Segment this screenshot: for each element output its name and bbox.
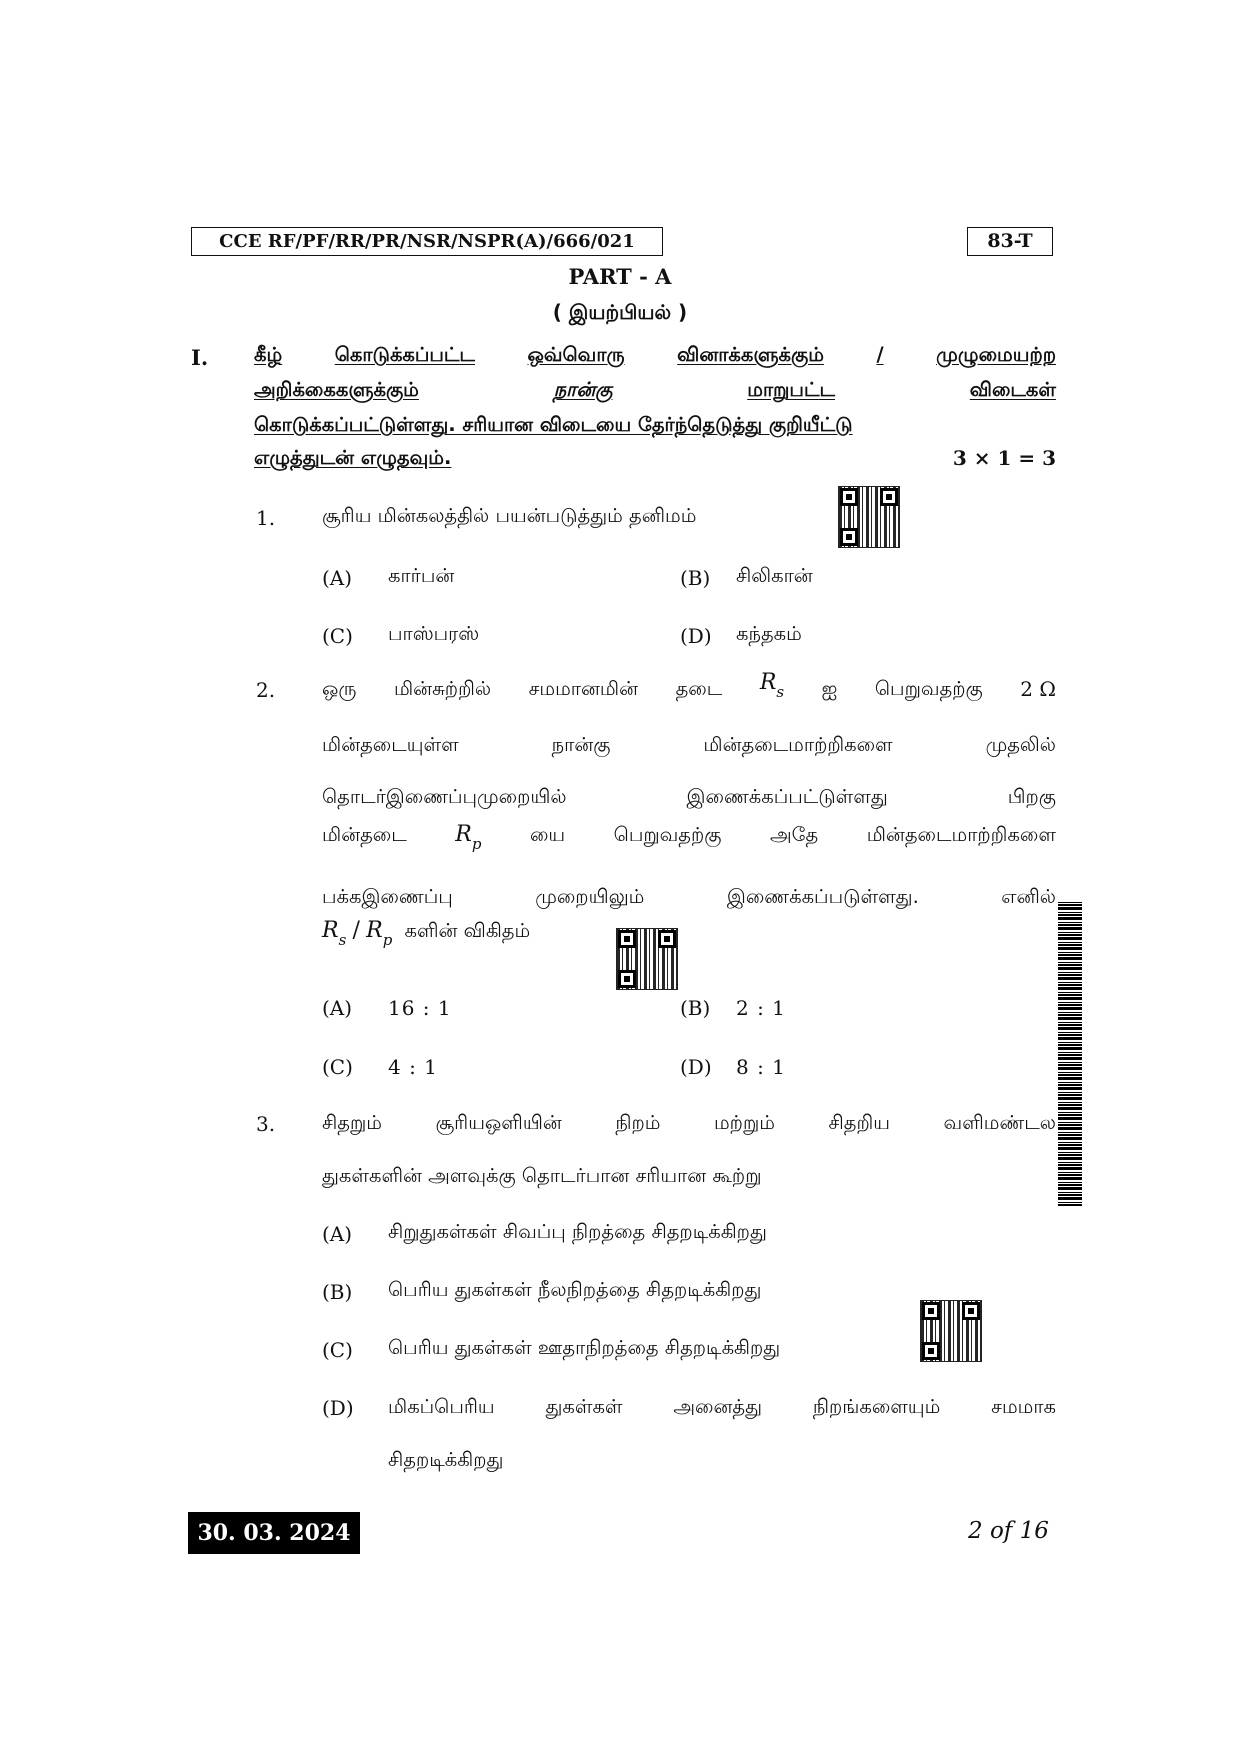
qr-code-icon [838, 486, 900, 548]
marks-scheme: 3 × 1 = 3 [952, 446, 1056, 470]
q1-option-a-letter: (A) [322, 566, 353, 590]
q2-option-b-letter: (B) [680, 996, 711, 1020]
q1-option-b: சிலிகான் [736, 564, 813, 587]
q3-option-c-letter: (C) [322, 1338, 353, 1362]
exam-date: 30. 03. 2024 [188, 1512, 360, 1554]
instruction-line-4: எழுத்துடன் எழுதவும். 3 × 1 = 3 [254, 443, 1056, 473]
qr-code-icon [920, 1300, 982, 1362]
q2-option-c: 4 : 1 [388, 1055, 438, 1079]
q2-line-2: மின்தடையுள்ள நான்கு மின்தடைமாற்றிகளை முதலில் [322, 733, 1056, 756]
paper-code-box: 83-T [967, 227, 1053, 256]
q1-option-a: கார்பன் [388, 564, 455, 587]
q1-option-c-letter: (C) [322, 624, 353, 648]
q3-option-d-line-1: மிகப்பெரிய துகள்கள் அனைத்து நிறங்களையும் சமமாக [388, 1395, 1056, 1418]
q2-option-a: 16 : 1 [388, 996, 452, 1020]
q2-option-d-letter: (D) [680, 1055, 712, 1079]
q2-option-a-letter: (A) [322, 996, 353, 1020]
part-title: PART - A [568, 264, 672, 289]
q1-text: சூரிய மின்கலத்தில் பயன்படுத்தும் தனிமம் [322, 504, 697, 527]
instruction-line-3: கொடுக்கப்பட்டுள்ளது. சரியான விடையை தேர்ந்தெடுத்து குறியீட்டு [254, 413, 853, 436]
q3-option-b: பெரிய துகள்கள் நீலநிறத்தை சிதறடிக்கிறது [388, 1278, 762, 1301]
q2-line-3: தொடர்இணைப்புமுறையில் இணைக்கப்பட்டுள்ளது பிறகு [322, 785, 1056, 808]
instruction-line-2: அறிக்கைகளுக்கும் நான்கு மாறுபட்ட விடைகள் [254, 378, 1056, 401]
instruction-line-1: கீழ் கொடுக்கப்பட்ட ஒவ்வொரு வினாக்களுக்கும் / முழுமையற்ற [254, 343, 1056, 366]
q3-option-d-letter: (D) [322, 1396, 354, 1420]
q2-line-4: மின்தடை $R_p$ யை பெறுவதற்கு அதே மின்தடைமாற்றிகளை [322, 822, 1056, 853]
exam-code-box: CCE RF/PF/RR/PR/NSR/NSPR(A)/666/021 [191, 227, 663, 256]
q3-line-1: சிதறும் சூரியஒளியின் நிறம் மற்றும் சிதறிய வளிமண்டல [322, 1111, 1056, 1134]
q2-option-d: 8 : 1 [736, 1055, 786, 1079]
side-barcode [1058, 900, 1082, 1206]
section-number: I. [191, 345, 209, 370]
page-number: 2 of 16 [968, 1518, 1049, 1544]
q1-option-c: பாஸ்பரஸ் [388, 622, 480, 645]
q3-line-2: துகள்களின் அளவுக்கு தொடர்பான சரியான கூற்று [322, 1164, 762, 1187]
q3-option-a-letter: (A) [322, 1222, 353, 1246]
qr-code-icon [616, 928, 678, 990]
q2-number: 2. [256, 678, 276, 702]
part-subject: ( இயற்பியல் ) [552, 300, 688, 324]
q2-line-5: பக்கஇணைப்பு முறையிலும் இணைக்கப்படுள்ளது. எனில் [322, 885, 1056, 908]
q3-option-c: பெரிய துகள்கள் ஊதாநிறத்தை சிதறடிக்கிறது [388, 1336, 781, 1359]
q1-option-d: கந்தகம் [736, 622, 802, 645]
q3-option-b-letter: (B) [322, 1280, 353, 1304]
q2-option-b: 2 : 1 [736, 996, 786, 1020]
q2-line-6: $R_s / R_p$ களின் விகிதம் [322, 918, 531, 949]
q3-number: 3. [256, 1112, 276, 1136]
q2-line-1: ஒரு மின்சுற்றில் சமமானமின் தடை $R_s$ ஐ பெறுவதற்கு 2 Ω [322, 670, 1056, 701]
q1-option-b-letter: (B) [680, 566, 711, 590]
q1-option-d-letter: (D) [680, 624, 712, 648]
q2-option-c-letter: (C) [322, 1055, 353, 1079]
q1-number: 1. [256, 506, 276, 530]
q3-option-a: சிறுதுகள்கள் சிவப்பு நிறத்தை சிதறடிக்கிறது [388, 1220, 767, 1243]
q3-option-d-line-2: சிதறடிக்கிறது [388, 1448, 504, 1471]
